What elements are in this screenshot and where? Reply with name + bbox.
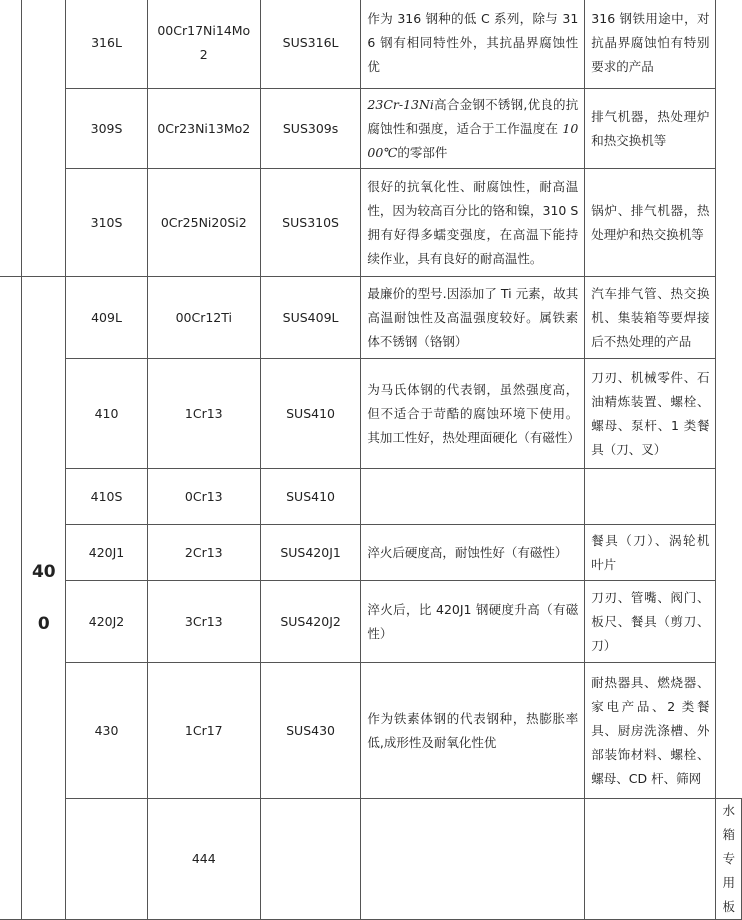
table-row: [0, 581, 742, 663]
cn-grade-cell: [260, 799, 361, 920]
table-row: [0, 799, 742, 920]
table-row: [0, 359, 742, 469]
series-cell-blank: [66, 799, 148, 920]
table-row: [0, 469, 742, 525]
description-cell: [585, 799, 716, 920]
grade-cell: 410S: [66, 469, 148, 525]
series-cell-blank: [22, 89, 66, 169]
series-cell-blank: [0, 0, 22, 89]
cn-grade-cell: 0Cr25Ni20Si2: [147, 169, 260, 277]
table-row: [0, 525, 742, 581]
usage-cell: 刀刃、机械零件、石油精炼装置、螺栓、螺母、泵杆、1 类餐具（刀、叉）: [585, 359, 716, 469]
grade-cell: 444: [147, 799, 260, 920]
cn-grade-cell: 3Cr13: [147, 581, 260, 663]
cn-grade-cell: 00Cr12Ti: [147, 277, 260, 359]
jis-grade-cell: SUS310S: [260, 169, 361, 277]
usage-cell: 刀刃、管嘴、阀门、板尺、餐具（剪刀、刀）: [585, 581, 716, 663]
series-cell-blank: [0, 169, 22, 277]
usage-cell: 餐具（刀）、涡轮机叶片: [585, 525, 716, 581]
usage-cell: [585, 469, 716, 525]
usage-cell: 汽车排气管、热交换机、集装箱等要焊接后不热处理的产品: [585, 277, 716, 359]
description-cell: 作为铁素体钢的代表钢种，热膨胀率低,成形性及耐氧化性优: [361, 663, 585, 799]
series-cell-blank: [22, 0, 66, 89]
cn-grade-cell: 0Cr23Ni13Mo2: [147, 89, 260, 169]
jis-grade-cell: SUS420J2: [260, 581, 361, 663]
table-row: [0, 663, 742, 799]
series-cell-blank: [0, 469, 22, 525]
cn-grade-cell: 1Cr17: [147, 663, 260, 799]
description-cell: [361, 89, 585, 169]
jis-grade-cell: SUS410: [260, 359, 361, 469]
description-temperature: 1000℃: [367, 120, 579, 160]
description-cell: 为马氏体钢的代表钢，虽然强度高，但不适合于苛酷的腐蚀环境下使用。其加工性好，热处理面硬化（有磁性）: [361, 359, 585, 469]
usage-cell: 耐热器具、燃烧器、家电产品、2 类餐具、厨房洗涤槽、外部装饰材料、螺栓、螺母、CD 杆、筛网: [585, 663, 716, 799]
usage-cell: 水箱专用板: [716, 799, 742, 920]
series-cell-blank: [0, 525, 22, 581]
grade-cell: 409L: [66, 277, 148, 359]
description-cell: 淬火后，比 420J1 钢硬度升高（有磁性）: [361, 581, 585, 663]
description-cell: 作为 316 钢种的低 C 系列，除与 316 钢有相同特性外，其抗晶界腐蚀性优: [361, 0, 585, 89]
description-cell: 淬火后硬度高，耐蚀性好（有磁性）: [361, 525, 585, 581]
jis-grade-cell: SUS410: [260, 469, 361, 525]
usage-cell: 锅炉、排气机器，热处理炉和热交换机等: [585, 169, 716, 277]
grade-cell: 420J1: [66, 525, 148, 581]
usage-cell: 316 钢铁用途中，对抗晶界腐蚀怕有特别要求的产品: [585, 0, 716, 89]
series-label-cell: 400: [22, 277, 66, 920]
cn-grade-cell: 2Cr13: [147, 525, 260, 581]
jis-grade-cell: SUS409L: [260, 277, 361, 359]
cn-grade-cell: 00Cr17Ni14Mo2: [147, 0, 260, 89]
series-cell-blank: [0, 581, 22, 663]
grade-cell: 316L: [66, 0, 148, 89]
grade-cell: 309S: [66, 89, 148, 169]
description-cell: 很好的抗氧化性、耐腐蚀性，耐高温性，因为较高百分比的铬和镍，310 S 拥有好得多蠕变强度，在高温下能持续作业，具有良好的耐高温性。: [361, 169, 585, 277]
grade-cell: 410: [66, 359, 148, 469]
usage-cell: 排气机器，热处理炉和热交换机等: [585, 89, 716, 169]
jis-grade-cell: SUS430: [260, 663, 361, 799]
series-cell-blank: [22, 169, 66, 277]
description-text: 高合金钢不锈钢,优良的抗腐蚀性和强度，适合于工作温度在: [367, 96, 579, 136]
table-row: [0, 169, 742, 277]
jis-grade-cell: SUS420J1: [260, 525, 361, 581]
grade-cell: 430: [66, 663, 148, 799]
cn-grade-cell: 0Cr13: [147, 469, 260, 525]
jis-grade-cell: SUS309s: [260, 89, 361, 169]
jis-grade-cell: [361, 799, 585, 920]
series-cell-blank: [0, 663, 22, 799]
table-row: [0, 0, 742, 89]
description-cell: 最廉价的型号.因添加了 Ti 元素，故其高温耐蚀性及高温强度较好。属铁素体不锈钢（铬钢）: [361, 277, 585, 359]
description-text: 的零部件: [397, 144, 448, 160]
series-cell-blank: [0, 89, 22, 169]
grade-cell: 420J2: [66, 581, 148, 663]
jis-grade-cell: SUS316L: [260, 0, 361, 89]
table-row: [0, 277, 742, 359]
description-cell: [361, 469, 585, 525]
table-row: [0, 89, 742, 169]
grade-cell: 310S: [66, 169, 148, 277]
series-cell-blank: [0, 799, 22, 920]
description-alloy-formula: 23Cr-13Ni: [367, 96, 434, 112]
series-cell-blank: [0, 277, 22, 359]
series-cell-blank: [0, 359, 22, 469]
cn-grade-cell: 1Cr13: [147, 359, 260, 469]
